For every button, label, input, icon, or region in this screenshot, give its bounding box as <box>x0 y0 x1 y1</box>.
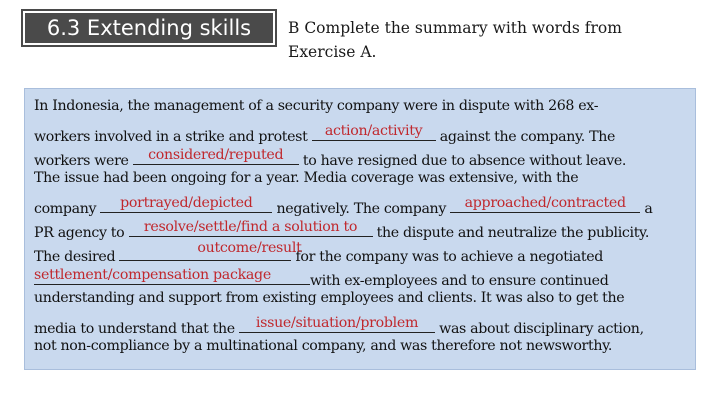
answer-3: portrayed/depicted <box>120 195 253 211</box>
summary-text: a <box>640 201 653 217</box>
answer-8: issue/situation/problem <box>255 315 419 331</box>
summary-panel <box>24 88 696 370</box>
summary-line-3 <box>34 146 626 169</box>
instruction-line-2: Exercise A. <box>288 43 377 61</box>
summary-text: company <box>34 201 101 217</box>
answer-1: action/activity <box>324 123 423 139</box>
summary-text: with ex-employees and to ensure continued <box>310 273 609 289</box>
summary-text: the dispute and neutralize the publicity. <box>372 225 649 241</box>
answer-2: considered/reputed <box>148 147 284 163</box>
answer-blank-4 <box>450 194 640 213</box>
summary-text: The issue had been ongoing for a year. Media coverage was extensive, with the <box>34 170 579 186</box>
summary-line-9 <box>34 290 624 306</box>
summary-text: In Indonesia, the management of a security company were in dispute with 268 ex- <box>34 98 599 114</box>
summary-text: was about disciplinary action, <box>435 321 644 337</box>
summary-text: to have resigned due to absence without leave. <box>298 153 627 169</box>
instruction-line-1: B Complete the summary with words from <box>288 19 622 37</box>
summary-line-6 <box>34 218 649 241</box>
summary-text: workers involved in a strike and protest <box>34 129 312 145</box>
summary-line-1 <box>34 98 598 114</box>
answer-blank-1 <box>312 122 436 141</box>
answer-blank-6 <box>119 240 302 261</box>
summary-text: The desired <box>34 249 120 265</box>
section-title: 6.3 Extending skills <box>23 11 275 45</box>
summary-text: negatively. The company <box>272 201 451 217</box>
summary-text: understanding and support from existing employees and clients. It was also to get the <box>34 290 625 306</box>
answer-blank-8 <box>239 314 435 333</box>
answer-6: outcome/result <box>197 240 302 256</box>
summary-text: media to understand that the <box>34 321 239 337</box>
summary-text: for the company was to achieve a negotiated <box>291 249 604 265</box>
answer-blank-7 <box>34 266 310 285</box>
answer-blank-2 <box>133 146 299 165</box>
summary-line-2 <box>34 122 615 145</box>
answer-4: approached/contracted <box>464 195 626 211</box>
summary-text: workers were <box>34 153 133 169</box>
summary-line-5 <box>34 194 652 217</box>
summary-text: PR agency to <box>34 225 129 241</box>
answer-7: settlement/compensation package <box>34 267 271 283</box>
summary-text: against the company. The <box>435 129 616 145</box>
summary-line-10 <box>34 314 644 337</box>
exercise-instruction <box>288 16 708 64</box>
summary-line-8 <box>34 266 608 289</box>
answer-5: resolve/settle/find a solution to <box>143 219 358 235</box>
summary-line-4 <box>34 170 578 186</box>
answer-blank-5 <box>129 218 373 237</box>
answer-blank-3 <box>100 194 272 213</box>
summary-text: not non-compliance by a multinational company, and was therefore not newsworthy. <box>34 338 613 354</box>
summary-line-11 <box>34 338 612 354</box>
summary-line-7 <box>34 242 603 265</box>
